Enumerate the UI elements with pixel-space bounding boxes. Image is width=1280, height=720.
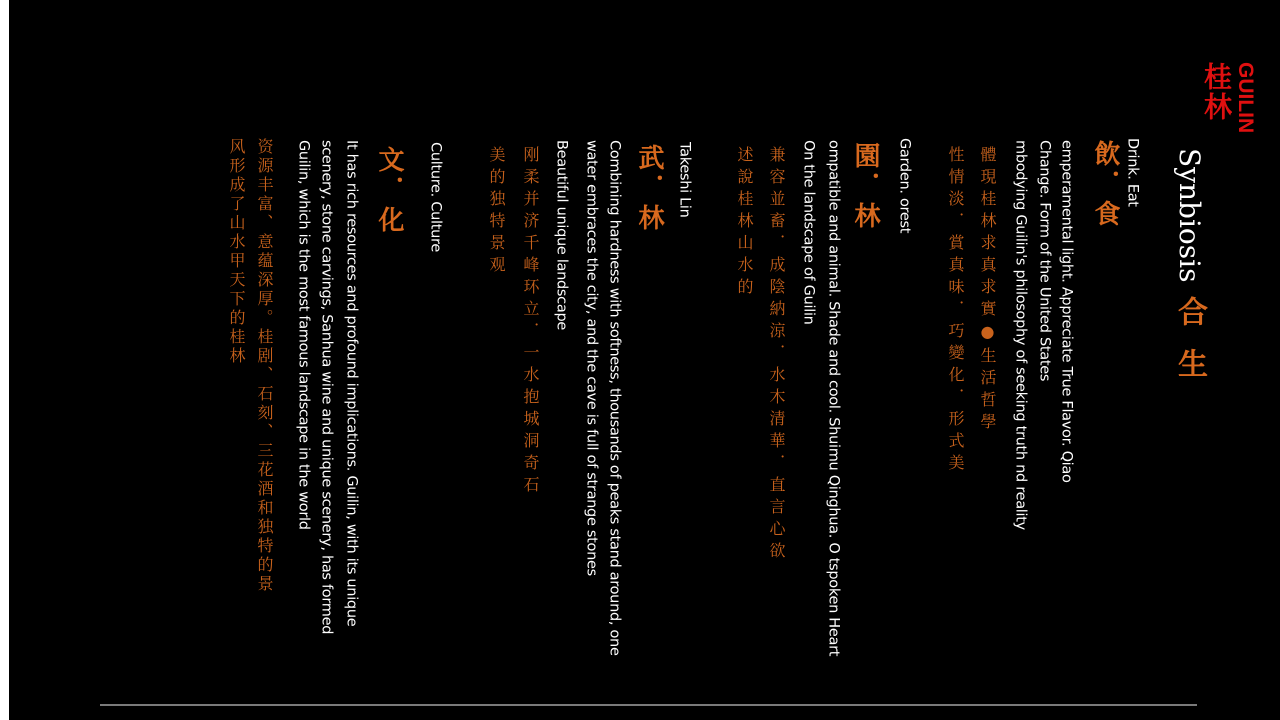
title-chinese: 合生: [1172, 296, 1207, 400]
martial-heading: 武．林: [634, 144, 664, 234]
martial-en-line3: Beautiful unique landscape: [553, 140, 570, 330]
brand-chinese: 桂林: [1200, 62, 1233, 122]
drink-en-line2: Change. Form of the United States: [1036, 140, 1053, 382]
martial-cn-line2: 美的独特景观: [487, 146, 506, 278]
garden-en-line1: ompatible and animal. Shade and cool. Shuimu Qinghua. O tspoken Heart: [825, 140, 842, 657]
culture-cn-line1: 资源丰富、意蕴深厚。桂剧、石刻、三花酒和独特的景: [255, 138, 274, 594]
drink-heading: 飲．食: [1090, 140, 1120, 230]
garden-en-line2: On the landscape of Guilin: [800, 140, 817, 325]
culture-heading: 文．化: [374, 146, 404, 236]
garden-cn-line2: 述說桂林山水的: [735, 146, 754, 300]
title-english: Synbiosis: [1173, 148, 1206, 283]
culture-cn-line2: 风形成了山水甲天下的桂林: [227, 138, 246, 366]
culture-en-line3: Guilin, which is the most famous landscape in the world: [295, 140, 312, 530]
garden-label: Garden. orest: [896, 138, 913, 234]
culture-en-line2: scenery, stone carvings, Sanhua wine and unique scenery, has formed: [318, 140, 335, 635]
garden-cn-line1: 兼容並畜．成陰納涼．水木清華．直言心欲: [767, 146, 786, 564]
slide: [9, 0, 1280, 720]
martial-cn-line1: 刚柔并济千峰环立．一水抱城洞奇石: [521, 146, 540, 498]
brand-english: GUILIN: [1234, 62, 1257, 134]
drink-cn-line1: 體現桂林求真求實●生活哲學: [978, 146, 997, 435]
drink-en-line3: mbodying Guilin's philosophy of seeking truth nd reality: [1012, 140, 1029, 530]
culture-en-line1: It has rich resources and profound implications. Guilin, with its unique: [343, 140, 360, 627]
drink-label: Drink. Eat: [1124, 138, 1141, 207]
drink-en-line1: emperamental light. Appreciate True Flavor. Qiao: [1058, 140, 1075, 483]
martial-label: Takeshi Lin: [676, 142, 693, 218]
garden-heading: 園．林: [850, 142, 880, 232]
drink-cn-line2: 性情淡．賞真味．巧變化．形式美: [946, 146, 965, 476]
bottom-divider: [100, 704, 1197, 706]
culture-label: Culture. Culture: [427, 142, 444, 252]
martial-en-line2: water embraces the city, and the cave is full of strange stones: [583, 140, 600, 576]
martial-en-line1: Combining hardness with softness, thousands of peaks stand around, one: [606, 140, 623, 656]
